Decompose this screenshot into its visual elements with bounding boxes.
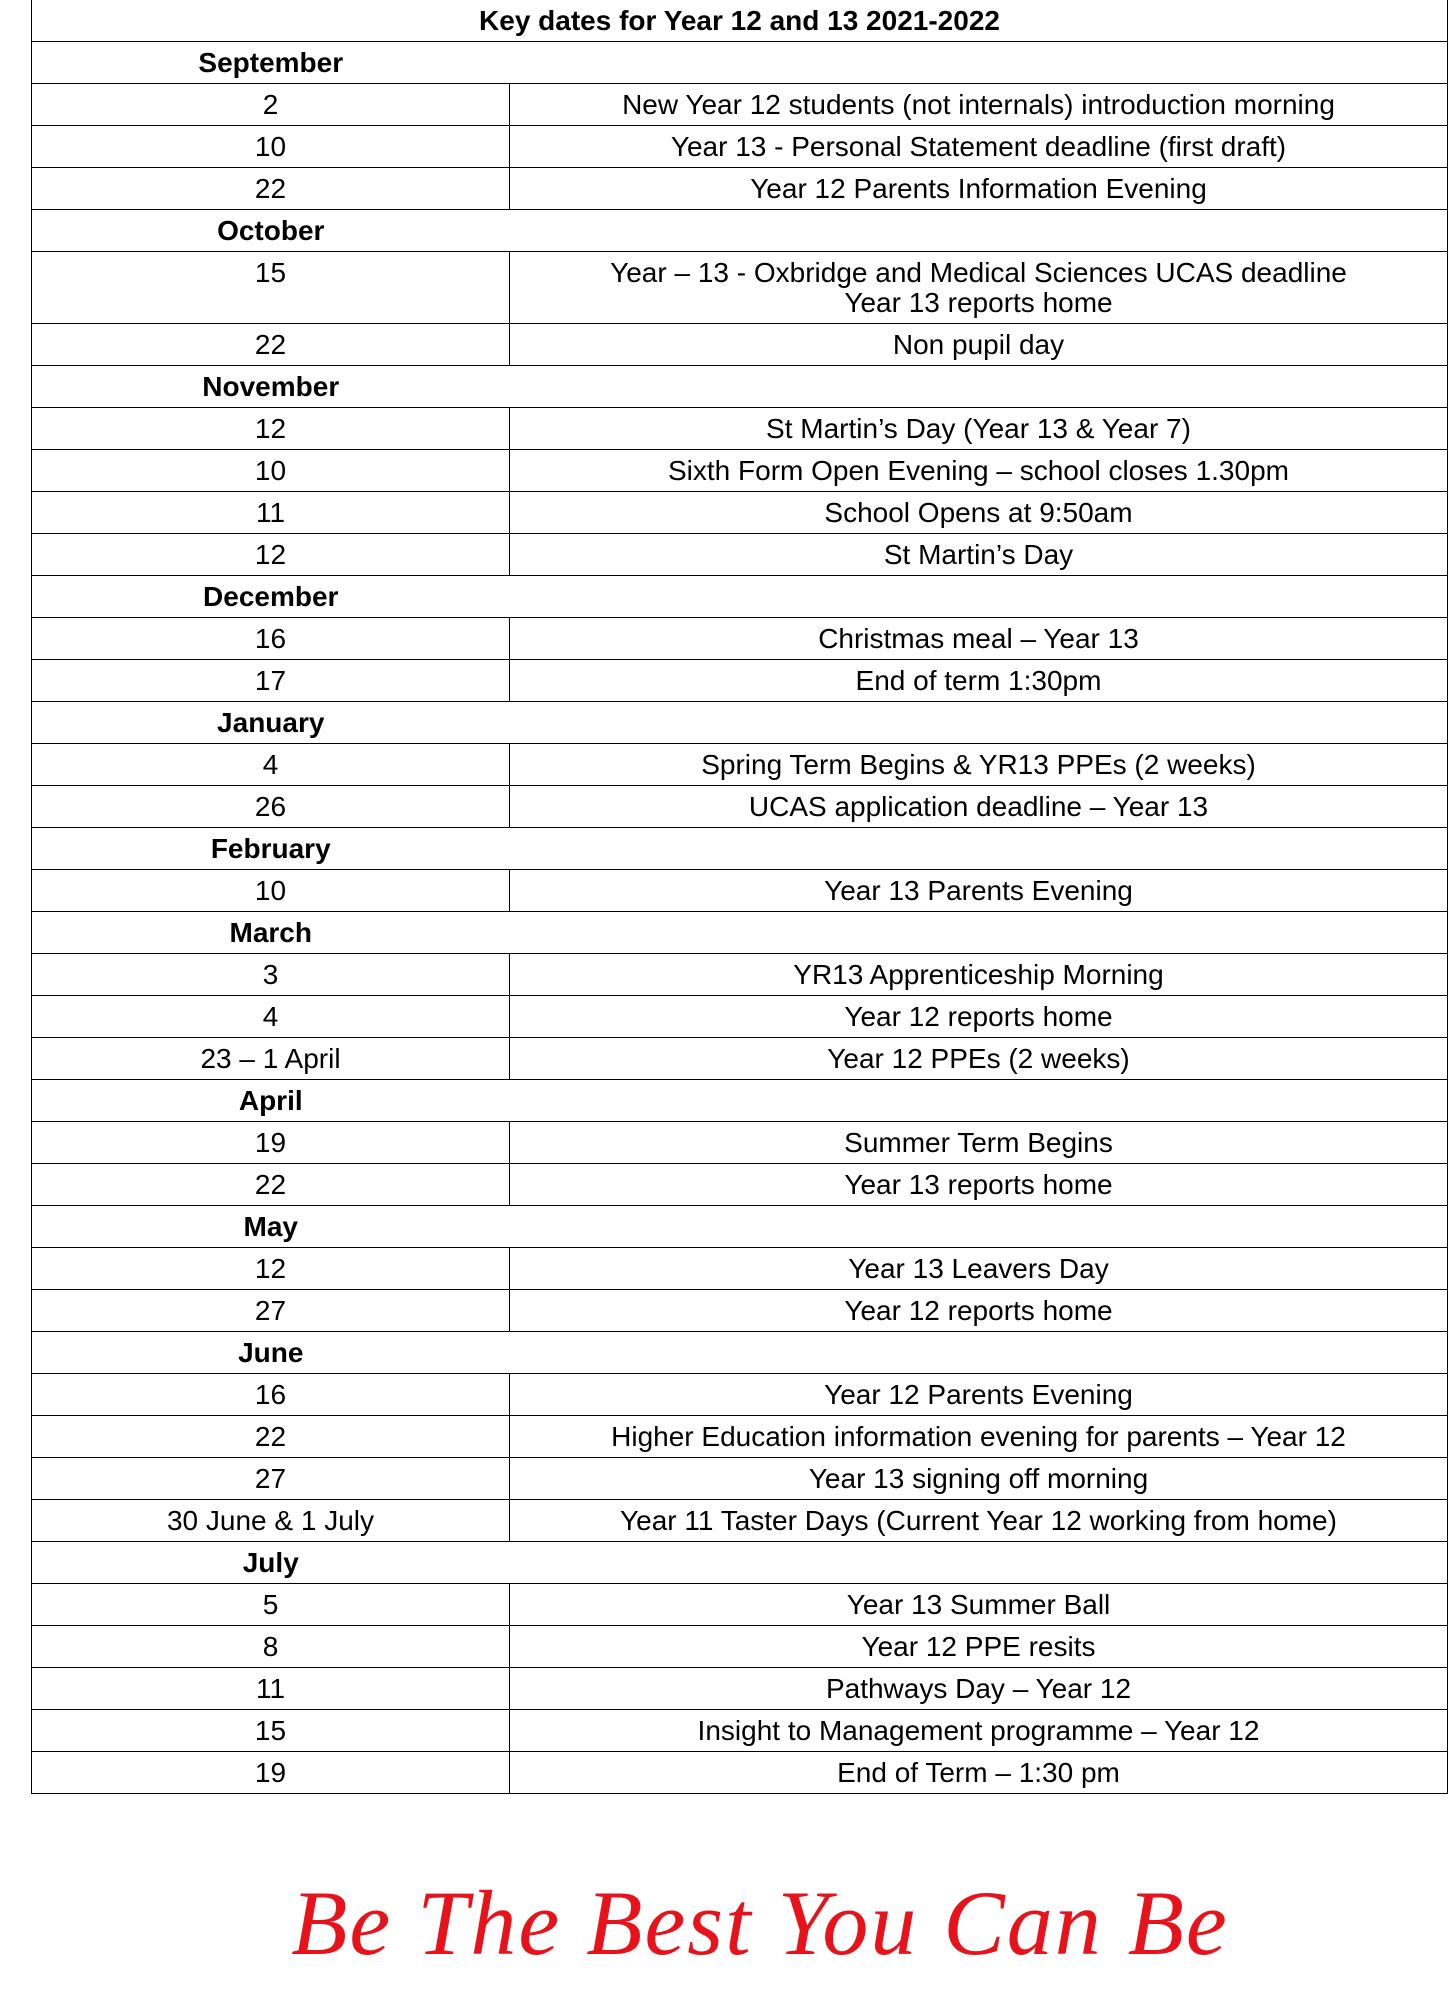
event-row [32,1290,1448,1332]
event-row [32,252,1448,324]
event-row [32,324,1448,366]
event-row [32,870,1448,912]
event-description: St Martin’s Day [510,534,1448,576]
month-heading: November [32,366,510,408]
month-row-spacer [510,576,1448,618]
month-row [32,1332,1448,1374]
month-row [32,366,1448,408]
event-date: 23 – 1 April [32,1038,510,1080]
event-row [32,1416,1448,1458]
event-date: 22 [32,1164,510,1206]
event-date: 12 [32,534,510,576]
month-row [32,210,1448,252]
title-row [32,0,1448,42]
event-row [32,1458,1448,1500]
event-description: End of term 1:30pm [510,660,1448,702]
month-row [32,1206,1448,1248]
event-date: 12 [32,1248,510,1290]
month-row [32,42,1448,84]
event-date: 19 [32,1752,510,1794]
event-date: 5 [32,1584,510,1626]
event-row [32,408,1448,450]
event-date: 11 [32,492,510,534]
event-row [32,1122,1448,1164]
event-row [32,1374,1448,1416]
event-date: 3 [32,954,510,996]
event-row [32,1500,1448,1542]
event-description: Year 12 PPEs (2 weeks) [510,1038,1448,1080]
event-description: Sixth Form Open Evening – school closes 1.30pm [510,450,1448,492]
table-title: Key dates for Year 12 and 13 2021-2022 [32,0,1448,42]
event-description: Year 13 - Personal Statement deadline (first draft) [510,126,1448,168]
event-date: 8 [32,1626,510,1668]
month-row-spacer [510,1206,1448,1248]
month-heading: July [32,1542,510,1584]
month-row-spacer [510,828,1448,870]
event-description: Year 12 reports home [510,1290,1448,1332]
event-description: Higher Education information evening for parents – Year 12 [510,1416,1448,1458]
event-description: End of Term – 1:30 pm [510,1752,1448,1794]
month-heading: April [32,1080,510,1122]
event-date: 16 [32,618,510,660]
event-date: 19 [32,1122,510,1164]
key-dates-table [31,0,1448,1794]
event-description: St Martin’s Day (Year 13 & Year 7) [510,408,1448,450]
month-heading: December [32,576,510,618]
month-row-spacer [510,702,1448,744]
event-row [32,1668,1448,1710]
event-date: 26 [32,786,510,828]
month-row [32,1080,1448,1122]
event-row [32,996,1448,1038]
event-date: 4 [32,744,510,786]
month-row [32,828,1448,870]
event-row [32,618,1448,660]
event-description: UCAS application deadline – Year 13 [510,786,1448,828]
event-description: Spring Term Begins & YR13 PPEs (2 weeks) [510,744,1448,786]
event-description: Year 12 PPE resits [510,1626,1448,1668]
event-date: 4 [32,996,510,1038]
month-row [32,576,1448,618]
month-row-spacer [510,1542,1448,1584]
event-description: Year 13 signing off morning [510,1458,1448,1500]
event-date: 16 [32,1374,510,1416]
month-row [32,912,1448,954]
event-description: School Opens at 9:50am [510,492,1448,534]
event-row [32,492,1448,534]
month-heading: January [32,702,510,744]
event-description: Summer Term Begins [510,1122,1448,1164]
event-date: 27 [32,1290,510,1332]
month-heading: September [32,42,510,84]
key-dates-sheet [31,0,1447,1794]
event-row [32,534,1448,576]
event-row [32,1710,1448,1752]
event-row [32,660,1448,702]
event-row [32,84,1448,126]
month-row-spacer [510,1080,1448,1122]
month-row-spacer [510,42,1448,84]
event-description: Year 12 Parents Evening [510,1374,1448,1416]
month-heading: October [32,210,510,252]
month-row [32,702,1448,744]
event-description: Year 12 reports home [510,996,1448,1038]
event-date: 15 [32,252,510,324]
event-row [32,1584,1448,1626]
event-description: Pathways Day – Year 12 [510,1668,1448,1710]
month-row-spacer [510,210,1448,252]
month-row [32,1542,1448,1584]
month-heading: March [32,912,510,954]
event-description: Year 13 Parents Evening [510,870,1448,912]
event-description: Year 11 Taster Days (Current Year 12 working from home) [510,1500,1448,1542]
event-description: Year – 13 - Oxbridge and Medical Sciences UCAS deadline Year 13 reports home [510,252,1448,324]
event-date: 2 [32,84,510,126]
month-heading: May [32,1206,510,1248]
event-description: Year 12 Parents Information Evening [510,168,1448,210]
event-row [32,1164,1448,1206]
event-description: YR13 Apprenticeship Morning [510,954,1448,996]
event-description: Year 13 reports home [510,1164,1448,1206]
month-heading: February [32,828,510,870]
event-row [32,954,1448,996]
event-date: 10 [32,870,510,912]
event-date: 12 [32,408,510,450]
event-description: Christmas meal – Year 13 [510,618,1448,660]
event-row [32,786,1448,828]
event-row [32,744,1448,786]
event-date: 11 [32,1668,510,1710]
event-date: 22 [32,168,510,210]
event-date: 30 June & 1 July [32,1500,510,1542]
event-row [32,1248,1448,1290]
event-date: 10 [32,450,510,492]
event-date: 10 [32,126,510,168]
event-date: 22 [32,324,510,366]
event-row [32,1626,1448,1668]
event-description: Year 13 Summer Ball [510,1584,1448,1626]
event-row [32,1752,1448,1794]
event-date: 22 [32,1416,510,1458]
event-date: 17 [32,660,510,702]
event-row [32,1038,1448,1080]
event-date: 15 [32,1710,510,1752]
event-description: New Year 12 students (not internals) introduction morning [510,84,1448,126]
month-row-spacer [510,1332,1448,1374]
event-row [32,450,1448,492]
month-heading: June [32,1332,510,1374]
event-description: Non pupil day [510,324,1448,366]
month-row-spacer [510,366,1448,408]
school-motto: Be The Best You Can Be [291,1872,1229,1974]
event-row [32,168,1448,210]
event-date: 27 [32,1458,510,1500]
event-row [32,126,1448,168]
event-description: Year 13 Leavers Day [510,1248,1448,1290]
event-description: Insight to Management programme – Year 12 [510,1710,1448,1752]
month-row-spacer [510,912,1448,954]
